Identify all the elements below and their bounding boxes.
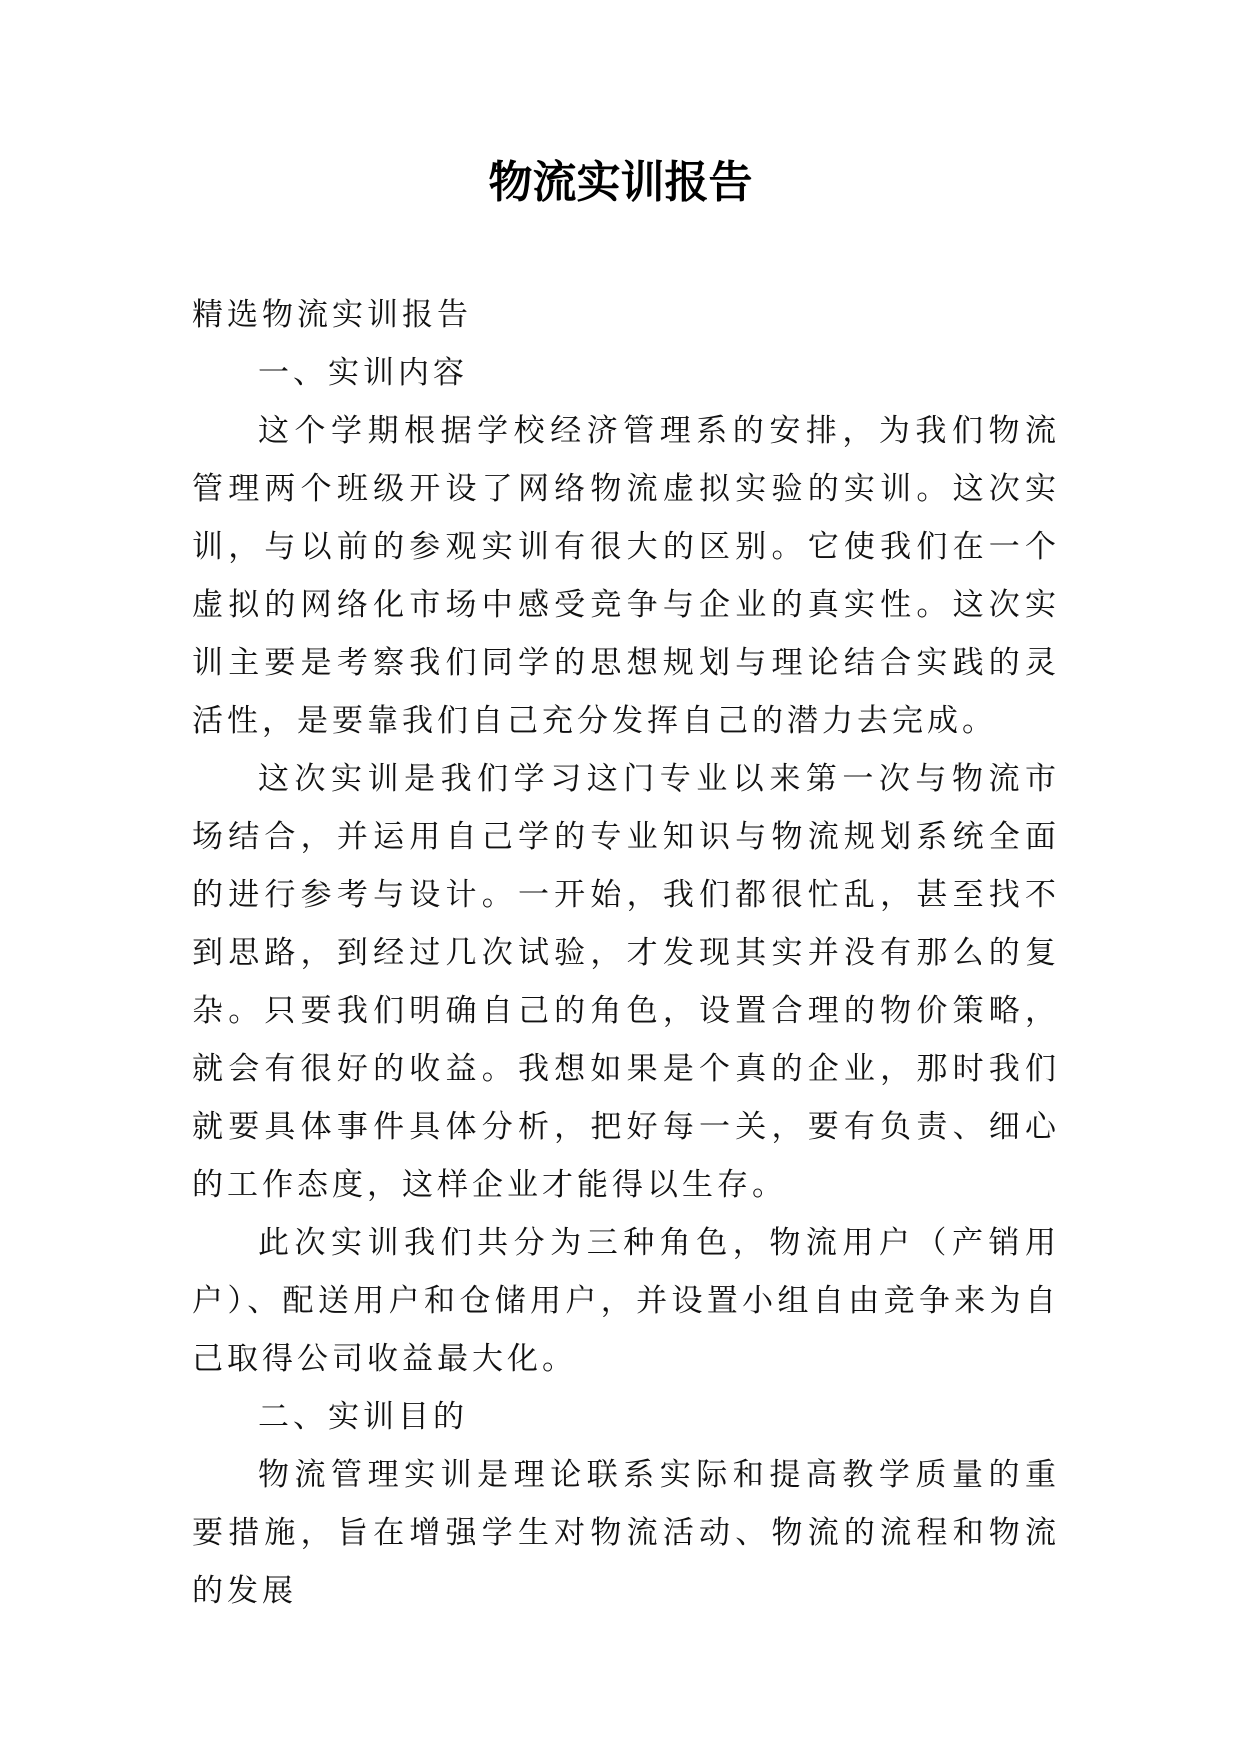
section-heading-purpose: 二、实训目的 xyxy=(258,1399,468,1435)
paragraph: 这个学期根据学校经济管理系的安排，为我们物流管理两个班级开设了网络物流虚拟实验的实训。这次实训，与以前的参观实训有很大的区别。它使我们在一个虚拟的网络化市场中感受竞争与企业的真实性。这次实训主要是考察我们同学的思想规划与理论结合实践的灵活性，是要靠我们自己充分发挥自己的潜力去完成。 xyxy=(192,413,1060,739)
section-heading-content: 一、实训内容 xyxy=(258,355,468,391)
paragraph: 物流管理实训是理论联系实际和提高教学质量的重要措施，旨在增强学生对物流活动、物流的流程和物流的发展 xyxy=(192,1457,1060,1609)
paragraph: 此次实训我们共分为三种角色，物流用户（产销用户）、配送用户和仓储用户，并设置小组自由竞争来为自己取得公司收益最大化。 xyxy=(192,1225,1060,1377)
document-subtitle: 精选物流实训报告 xyxy=(192,297,472,333)
document-title: 物流实训报告 xyxy=(488,157,753,208)
document-body xyxy=(192,286,1060,1620)
paragraph: 这次实训是我们学习这门专业以来第一次与物流市场结合，并运用自己学的专业知识与物流规划系统全面的进行参考与设计。一开始，我们都很忙乱，甚至找不到思路，到经过几次试验，才发现其实并没有那么的复杂。只要我们明确自己的角色，设置合理的物价策略，就会有很好的收益。我想如果是个真的企业，那时我们就要具体事件具体分析，把好每一关，要有负责、细心的工作态度，这样企业才能得以生存。 xyxy=(192,761,1060,1203)
